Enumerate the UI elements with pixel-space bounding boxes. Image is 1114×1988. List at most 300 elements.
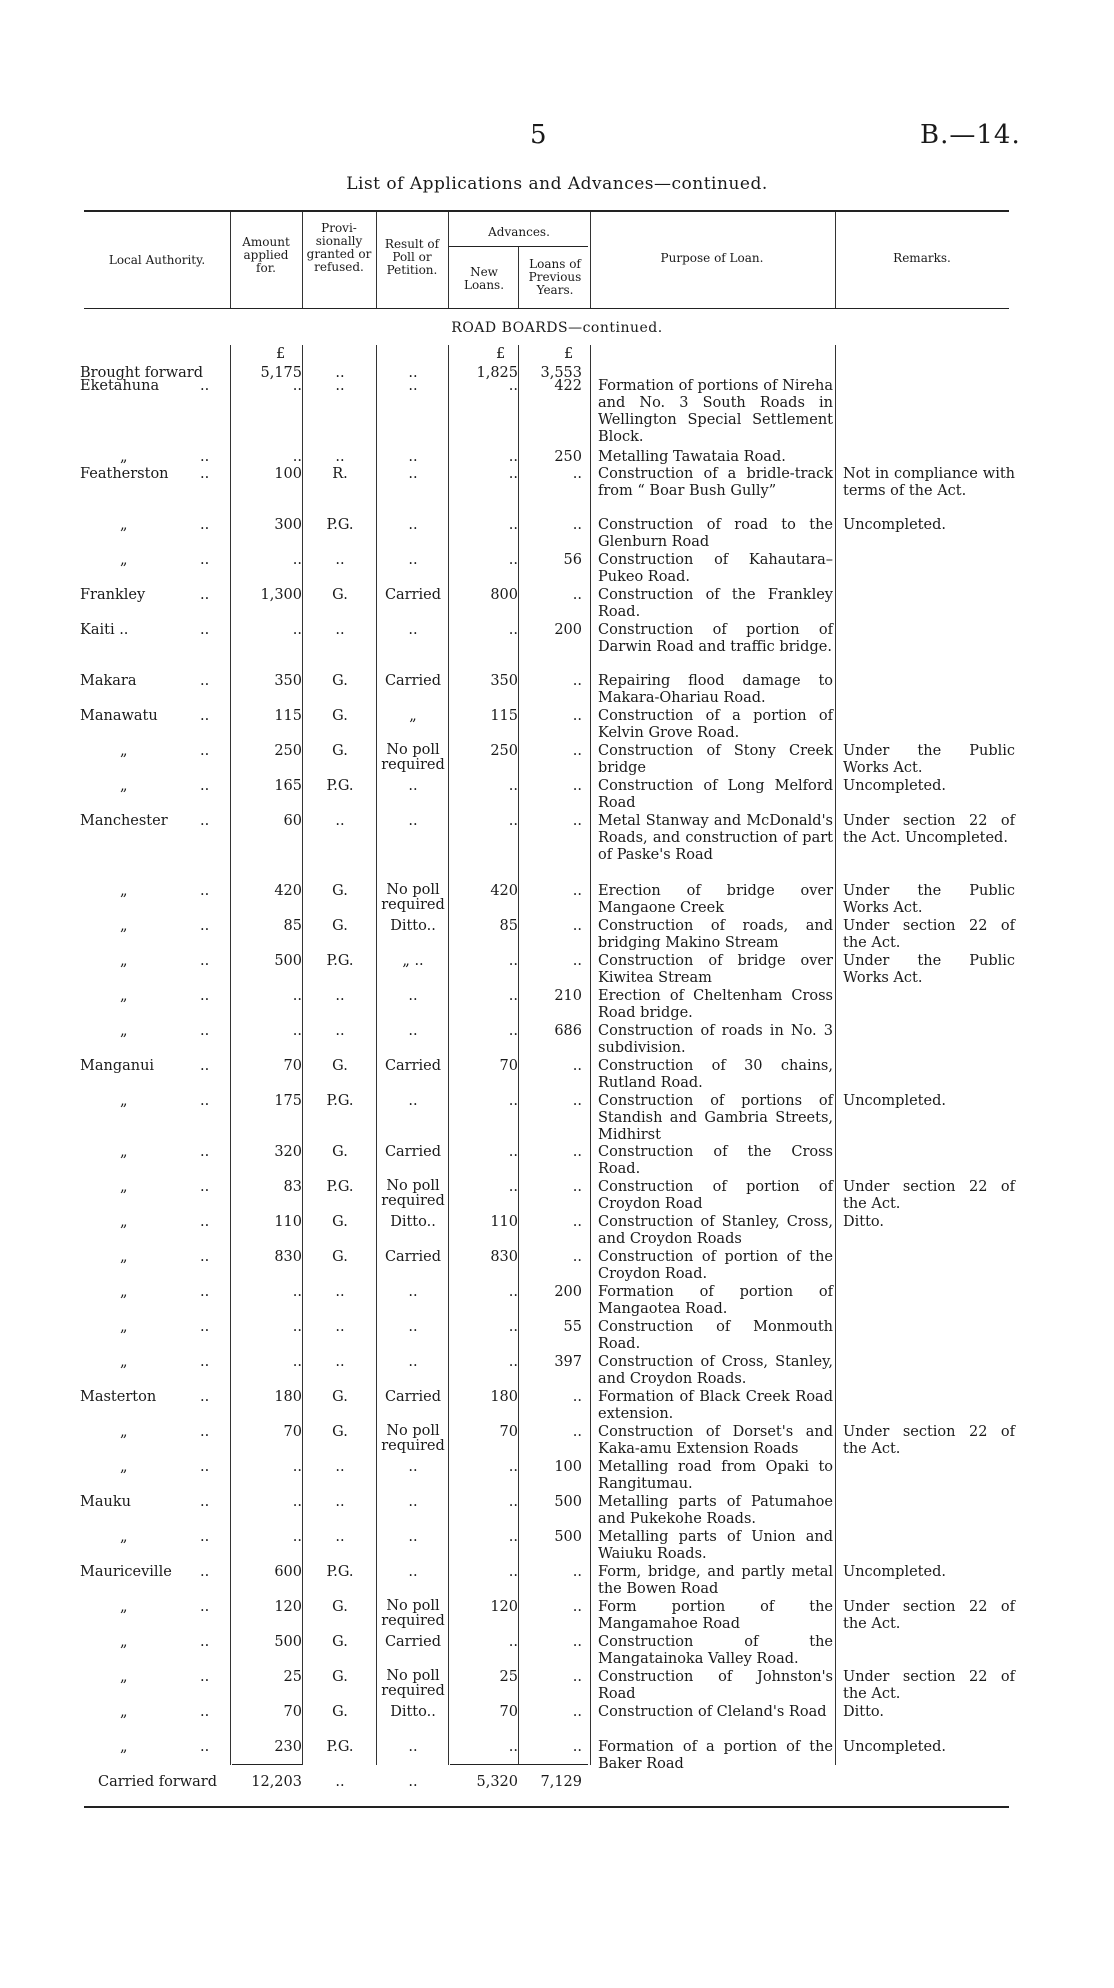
row-leader-dots: .. bbox=[200, 708, 210, 724]
row-new-loans: .. bbox=[508, 953, 518, 969]
row-result: „ bbox=[409, 708, 417, 724]
row-purpose: Metalling Tawataia Road. bbox=[598, 449, 786, 465]
row-amount: 83 bbox=[283, 1179, 302, 1195]
row-result: „ .. bbox=[402, 953, 424, 969]
row-result: No poll required bbox=[381, 1598, 445, 1629]
row-remarks: Under section 22 of the Act. Uncompleted. bbox=[843, 813, 1015, 846]
carried-forward-result: .. bbox=[408, 1774, 418, 1790]
row-purpose: Construction of portion of the Croydon Road. bbox=[598, 1249, 833, 1282]
row-provisional: G. bbox=[332, 1058, 348, 1074]
row-previous-loans: .. bbox=[572, 1179, 582, 1195]
row-purpose: Construction of road to the Glenburn Road bbox=[598, 517, 833, 550]
row-authority: „ bbox=[120, 1179, 128, 1195]
row-previous-loans: 250 bbox=[554, 449, 582, 465]
row-provisional: .. bbox=[335, 622, 345, 638]
row-authority: Featherston bbox=[80, 466, 169, 482]
row-remarks: Under the Public Works Act. bbox=[843, 883, 1015, 916]
row-leader-dots: .. bbox=[200, 1564, 210, 1580]
row-remarks: Uncompleted. bbox=[843, 517, 946, 533]
row-new-loans: .. bbox=[508, 813, 518, 829]
row-provisional: G. bbox=[332, 1599, 348, 1615]
row-provisional: G. bbox=[332, 1669, 348, 1685]
row-previous-loans: 100 bbox=[554, 1459, 582, 1475]
row-provisional: P.G. bbox=[326, 953, 354, 969]
row-authority: „ bbox=[120, 1529, 128, 1545]
row-leader-dots: .. bbox=[200, 1214, 210, 1230]
header-separator bbox=[230, 212, 231, 308]
row-purpose: Construction of Stony Creek bridge bbox=[598, 743, 833, 776]
carried-forward-label: Carried forward bbox=[98, 1774, 218, 1790]
row-leader-dots: .. bbox=[200, 813, 210, 829]
row-new-loans: 85 bbox=[499, 918, 518, 934]
row-result: .. bbox=[408, 1529, 418, 1545]
row-new-loans: 110 bbox=[490, 1214, 518, 1230]
header-separator bbox=[835, 212, 836, 308]
row-result: Ditto.. bbox=[390, 918, 436, 934]
row-leader-dots: .. bbox=[200, 953, 210, 969]
row-purpose: Repairing flood damage to Makara-Ohariau Road. bbox=[598, 673, 833, 706]
row-new-loans: .. bbox=[508, 778, 518, 794]
row-leader-dots: .. bbox=[200, 517, 210, 533]
row-amount: 120 bbox=[274, 1599, 302, 1615]
row-provisional: G. bbox=[332, 708, 348, 724]
row-provisional: P.G. bbox=[326, 517, 354, 533]
row-purpose: Metalling road from Opaki to Rangitumau. bbox=[598, 1459, 833, 1492]
row-leader-dots: .. bbox=[200, 1144, 210, 1160]
row-remarks: Under the Public Works Act. bbox=[843, 953, 1015, 986]
row-purpose: Construction of portions of Standish and Gambria Streets, Midhirst bbox=[598, 1093, 833, 1143]
row-previous-loans: .. bbox=[572, 1599, 582, 1615]
row-previous-loans: .. bbox=[572, 1739, 582, 1755]
row-purpose: Construction of the Mangatainoka Valley Road. bbox=[598, 1634, 833, 1667]
row-leader-dots: .. bbox=[200, 1494, 210, 1510]
row-leader-dots: .. bbox=[200, 1284, 210, 1300]
row-purpose: Erection of Cheltenham Cross Road bridge. bbox=[598, 988, 833, 1021]
row-previous-loans: 500 bbox=[554, 1494, 582, 1510]
page-number: 5 bbox=[530, 120, 547, 150]
row-remarks: Under section 22 of the Act. bbox=[843, 1669, 1015, 1702]
row-leader-dots: .. bbox=[200, 1459, 210, 1475]
row-new-loans: 70 bbox=[499, 1424, 518, 1440]
header-remarks: Remarks. bbox=[893, 251, 951, 265]
row-result: .. bbox=[408, 1354, 418, 1370]
row-new-loans: 180 bbox=[490, 1389, 518, 1405]
row-result: No poll required bbox=[381, 1668, 445, 1699]
row-new-loans: 120 bbox=[490, 1599, 518, 1615]
row-result: .. bbox=[408, 466, 418, 482]
row-purpose: Construction of Stanley, Cross, and Croydon Roads bbox=[598, 1214, 833, 1247]
row-purpose: Construction of a portion of Kelvin Grove Road. bbox=[598, 708, 833, 741]
row-leader-dots: .. bbox=[200, 1704, 210, 1720]
row-previous-loans: .. bbox=[572, 953, 582, 969]
row-remarks: Uncompleted. bbox=[843, 778, 946, 794]
body-separator bbox=[835, 345, 836, 1765]
row-purpose: Construction of roads in No. 3 subdivision. bbox=[598, 1023, 833, 1056]
row-amount: .. bbox=[292, 378, 302, 394]
row-new-loans: .. bbox=[508, 1354, 518, 1370]
row-authority: Eketahuna bbox=[80, 378, 160, 394]
row-amount: 350 bbox=[274, 673, 302, 689]
carried-forward-amount: 12,203 bbox=[251, 1774, 302, 1790]
row-leader-dots: .. bbox=[200, 1093, 210, 1109]
row-authority: „ bbox=[120, 1023, 128, 1039]
row-amount: .. bbox=[292, 449, 302, 465]
row-leader-dots: .. bbox=[200, 778, 210, 794]
row-purpose: Construction of Kahautara–Pukeo Road. bbox=[598, 552, 833, 585]
row-remarks: Uncompleted. bbox=[843, 1093, 946, 1109]
row-authority: „ bbox=[120, 743, 128, 759]
row-purpose: Formation of Black Creek Road extension. bbox=[598, 1389, 833, 1422]
row-authority: Masterton bbox=[80, 1389, 157, 1405]
row-amount: .. bbox=[292, 1284, 302, 1300]
row-purpose: Formation of portions of Nireha and No. 3 South Roads in Wellington Special Settlement Block. bbox=[598, 378, 833, 445]
row-authority: Manawatu bbox=[80, 708, 158, 724]
header-local-authority: Local Authority. bbox=[108, 253, 206, 267]
row-leader-dots: .. bbox=[200, 743, 210, 759]
row-authority: „ bbox=[120, 1459, 128, 1475]
row-new-loans: .. bbox=[508, 517, 518, 533]
row-remarks: Under the Public Works Act. bbox=[843, 743, 1015, 776]
row-provisional: .. bbox=[335, 378, 345, 394]
row-authority: Makara bbox=[80, 673, 137, 689]
row-result: .. bbox=[408, 1093, 418, 1109]
row-purpose: Construction of bridge over Kiwitea Stream bbox=[598, 953, 833, 986]
row-amount: .. bbox=[292, 1529, 302, 1545]
row-amount: 85 bbox=[283, 918, 302, 934]
row-leader-dots: .. bbox=[200, 918, 210, 934]
row-leader-dots: .. bbox=[200, 1058, 210, 1074]
row-previous-loans: 55 bbox=[563, 1319, 582, 1335]
row-leader-dots: .. bbox=[200, 1023, 210, 1039]
row-previous-loans: .. bbox=[572, 1249, 582, 1265]
row-authority: „ bbox=[120, 1599, 128, 1615]
row-remarks: Ditto. bbox=[843, 1214, 885, 1230]
header-separator bbox=[590, 212, 591, 308]
row-new-loans: 1,825 bbox=[476, 365, 518, 381]
row-purpose: Construction of roads, and bridging Makino Stream bbox=[598, 918, 833, 951]
row-authority: Kaiti .. bbox=[80, 622, 129, 638]
row-amount: .. bbox=[292, 1459, 302, 1475]
row-new-loans: .. bbox=[508, 1634, 518, 1650]
row-new-loans: .. bbox=[508, 1093, 518, 1109]
row-provisional: .. bbox=[335, 449, 345, 465]
row-new-loans: .. bbox=[508, 1529, 518, 1545]
row-result: .. bbox=[408, 1494, 418, 1510]
row-amount: 70 bbox=[283, 1424, 302, 1440]
header-provisionally: Provi- sionally granted or refused. bbox=[306, 221, 372, 274]
row-previous-loans: .. bbox=[572, 466, 582, 482]
row-provisional: G. bbox=[332, 1389, 348, 1405]
row-result: .. bbox=[408, 449, 418, 465]
row-leader-dots: .. bbox=[200, 1179, 210, 1195]
row-previous-loans: .. bbox=[572, 1564, 582, 1580]
row-new-loans: 70 bbox=[499, 1704, 518, 1720]
row-authority: „ bbox=[120, 1214, 128, 1230]
row-amount: .. bbox=[292, 1494, 302, 1510]
row-new-loans: .. bbox=[508, 988, 518, 1004]
row-purpose: Construction of Long Melford Road bbox=[598, 778, 833, 811]
row-amount: 420 bbox=[274, 883, 302, 899]
row-new-loans: .. bbox=[508, 466, 518, 482]
row-authority: „ bbox=[120, 1144, 128, 1160]
row-leader-dots: .. bbox=[200, 988, 210, 1004]
row-result: No poll required bbox=[381, 1178, 445, 1209]
row-previous-loans: .. bbox=[572, 1424, 582, 1440]
row-new-loans: .. bbox=[508, 1564, 518, 1580]
row-previous-loans: .. bbox=[572, 1669, 582, 1685]
row-amount: 250 bbox=[274, 743, 302, 759]
row-previous-loans: 397 bbox=[554, 1354, 582, 1370]
row-provisional: G. bbox=[332, 883, 348, 899]
row-provisional: .. bbox=[335, 1529, 345, 1545]
row-previous-loans: .. bbox=[572, 778, 582, 794]
row-leader-dots: .. bbox=[200, 587, 210, 603]
row-remarks: Ditto. bbox=[843, 1704, 885, 1720]
row-authority: „ bbox=[120, 778, 128, 794]
row-amount: .. bbox=[292, 1354, 302, 1370]
row-amount: 830 bbox=[274, 1249, 302, 1265]
row-amount: 25 bbox=[283, 1669, 302, 1685]
row-purpose: Construction of Johnston's Road bbox=[598, 1669, 833, 1702]
row-leader-dots: .. bbox=[200, 1634, 210, 1650]
row-previous-loans: .. bbox=[572, 1093, 582, 1109]
row-result: .. bbox=[408, 365, 418, 381]
row-previous-loans: .. bbox=[572, 1389, 582, 1405]
body-separator bbox=[518, 345, 519, 1765]
row-amount: .. bbox=[292, 552, 302, 568]
row-new-loans: 250 bbox=[490, 743, 518, 759]
row-provisional: .. bbox=[335, 813, 345, 829]
carried-forward-prov: .. bbox=[335, 1774, 345, 1790]
row-leader-dots: .. bbox=[200, 1739, 210, 1755]
row-provisional: .. bbox=[335, 1319, 345, 1335]
header-purpose: Purpose of Loan. bbox=[660, 251, 764, 265]
row-provisional: .. bbox=[335, 552, 345, 568]
row-provisional: .. bbox=[335, 988, 345, 1004]
header-separator bbox=[376, 212, 377, 308]
body-separator bbox=[230, 345, 231, 1765]
row-leader-dots: .. bbox=[200, 552, 210, 568]
row-authority: „ bbox=[120, 1284, 128, 1300]
row-previous-loans: .. bbox=[572, 517, 582, 533]
row-authority: „ bbox=[120, 918, 128, 934]
row-leader-dots: .. bbox=[200, 449, 210, 465]
row-result: Carried bbox=[384, 587, 442, 603]
row-previous-loans: 56 bbox=[563, 552, 582, 568]
row-authority: „ bbox=[120, 988, 128, 1004]
row-purpose: Construction of the Cross Road. bbox=[598, 1144, 833, 1177]
row-purpose: Construction of Cross, Stanley, and Croydon Roads. bbox=[598, 1354, 833, 1387]
row-provisional: P.G. bbox=[326, 778, 354, 794]
row-authority: „ bbox=[120, 449, 128, 465]
row-authority: „ bbox=[120, 552, 128, 568]
row-new-loans: .. bbox=[508, 1023, 518, 1039]
currency-new: £ bbox=[496, 346, 506, 362]
row-result: .. bbox=[408, 1459, 418, 1475]
total-rule bbox=[450, 1764, 588, 1765]
row-previous-loans: 200 bbox=[554, 1284, 582, 1300]
row-leader-dots: .. bbox=[200, 622, 210, 638]
row-authority: „ bbox=[120, 1669, 128, 1685]
row-amount: .. bbox=[292, 622, 302, 638]
row-result: Ditto.. bbox=[390, 1704, 436, 1720]
row-leader-dots: .. bbox=[200, 466, 210, 482]
row-amount: 320 bbox=[274, 1144, 302, 1160]
row-provisional: G. bbox=[332, 1249, 348, 1265]
row-amount: 165 bbox=[274, 778, 302, 794]
row-result: .. bbox=[408, 552, 418, 568]
row-result: No poll required bbox=[381, 882, 445, 913]
row-amount: 230 bbox=[274, 1739, 302, 1755]
row-authority: Brought forward bbox=[80, 365, 204, 381]
row-previous-loans: .. bbox=[572, 1704, 582, 1720]
row-purpose: Construction of the Frankley Road. bbox=[598, 587, 833, 620]
row-provisional: .. bbox=[335, 1459, 345, 1475]
row-result: .. bbox=[408, 813, 418, 829]
row-provisional: G. bbox=[332, 673, 348, 689]
header-separator bbox=[302, 212, 303, 308]
row-amount: 500 bbox=[274, 953, 302, 969]
row-provisional: P.G. bbox=[326, 1564, 354, 1580]
row-authority: „ bbox=[120, 1739, 128, 1755]
row-previous-loans: .. bbox=[572, 1634, 582, 1650]
row-leader-dots: .. bbox=[200, 673, 210, 689]
row-authority: Mauriceville bbox=[80, 1564, 172, 1580]
row-result: .. bbox=[408, 1739, 418, 1755]
row-provisional: G. bbox=[332, 1634, 348, 1650]
row-result: .. bbox=[408, 622, 418, 638]
row-provisional: P.G. bbox=[326, 1179, 354, 1195]
row-purpose: Metalling parts of Patumahoe and Pukekohe Roads. bbox=[598, 1494, 833, 1527]
row-amount: .. bbox=[292, 1023, 302, 1039]
header-amount-applied: Amount applied for. bbox=[242, 235, 290, 275]
row-new-loans: .. bbox=[508, 1319, 518, 1335]
row-leader-dots: .. bbox=[200, 1249, 210, 1265]
footer-rule bbox=[84, 1806, 1009, 1808]
row-authority: „ bbox=[120, 1093, 128, 1109]
row-provisional: R. bbox=[332, 466, 348, 482]
row-leader-dots: .. bbox=[200, 378, 210, 394]
row-provisional: .. bbox=[335, 1284, 345, 1300]
carried-forward-prev: 7,129 bbox=[540, 1774, 582, 1790]
row-provisional: G. bbox=[332, 587, 348, 603]
row-remarks: Under section 22 of the Act. bbox=[843, 1179, 1015, 1212]
row-new-loans: 115 bbox=[490, 708, 518, 724]
row-result: .. bbox=[408, 1023, 418, 1039]
row-result: .. bbox=[408, 1564, 418, 1580]
row-previous-loans: .. bbox=[572, 813, 582, 829]
row-previous-loans: 500 bbox=[554, 1529, 582, 1545]
row-amount: 1,300 bbox=[260, 587, 302, 603]
row-result: Carried bbox=[384, 1389, 442, 1405]
row-provisional: G. bbox=[332, 1144, 348, 1160]
row-new-loans: 830 bbox=[490, 1249, 518, 1265]
row-amount: 175 bbox=[274, 1093, 302, 1109]
row-authority: „ bbox=[120, 883, 128, 899]
row-provisional: P.G. bbox=[326, 1739, 354, 1755]
row-new-loans: .. bbox=[508, 1144, 518, 1160]
row-result: No poll required bbox=[381, 1423, 445, 1454]
row-provisional: .. bbox=[335, 1494, 345, 1510]
row-authority: „ bbox=[120, 1634, 128, 1650]
row-result: .. bbox=[408, 988, 418, 1004]
header-previous-loans: Loans of Previous Years. bbox=[528, 257, 582, 297]
header-bottom-rule bbox=[84, 308, 1009, 309]
currency-amount: £ bbox=[276, 346, 286, 362]
row-previous-loans: .. bbox=[572, 708, 582, 724]
row-previous-loans: .. bbox=[572, 918, 582, 934]
row-provisional: .. bbox=[335, 365, 345, 381]
row-new-loans: .. bbox=[508, 1284, 518, 1300]
header-result: Result of Poll or Petition. bbox=[384, 237, 440, 277]
row-remarks: Under section 22 of the Act. bbox=[843, 1599, 1015, 1632]
row-purpose: Construction of Cleland's Road bbox=[598, 1704, 827, 1720]
row-purpose: Construction of portion of Darwin Road and traffic bridge. bbox=[598, 622, 833, 655]
row-purpose: Metalling parts of Union and Waiuku Roads. bbox=[598, 1529, 833, 1562]
row-amount: 500 bbox=[274, 1634, 302, 1650]
row-purpose: Form portion of the Mangamahoe Road bbox=[598, 1599, 833, 1632]
row-remarks: Under section 22 of the Act. bbox=[843, 918, 1015, 951]
row-previous-loans: .. bbox=[572, 883, 582, 899]
row-amount: .. bbox=[292, 988, 302, 1004]
row-authority: Mauku bbox=[80, 1494, 131, 1510]
row-amount: 300 bbox=[274, 517, 302, 533]
total-rule bbox=[232, 1764, 302, 1765]
row-leader-dots: .. bbox=[200, 1529, 210, 1545]
header-top-rule bbox=[84, 210, 1009, 212]
row-new-loans: .. bbox=[508, 1494, 518, 1510]
row-result: .. bbox=[408, 778, 418, 794]
row-result: Carried bbox=[384, 1144, 442, 1160]
row-remarks: Under section 22 of the Act. bbox=[843, 1424, 1015, 1457]
row-new-loans: .. bbox=[508, 552, 518, 568]
row-previous-loans: .. bbox=[572, 587, 582, 603]
row-remarks: Uncompleted. bbox=[843, 1739, 946, 1755]
row-provisional: G. bbox=[332, 1424, 348, 1440]
row-purpose: Formation of portion of Mangaotea Road. bbox=[598, 1284, 833, 1317]
row-amount: 100 bbox=[274, 466, 302, 482]
row-authority: „ bbox=[120, 1424, 128, 1440]
carried-forward-new: 5,320 bbox=[476, 1774, 518, 1790]
row-previous-loans: .. bbox=[572, 1214, 582, 1230]
row-new-loans: .. bbox=[508, 378, 518, 394]
row-authority: „ bbox=[120, 1319, 128, 1335]
currency-prev: £ bbox=[564, 346, 574, 362]
header-separator bbox=[518, 247, 519, 308]
row-purpose: Form, bridge, and partly metal the Bowen Road bbox=[598, 1564, 833, 1597]
row-amount: 115 bbox=[274, 708, 302, 724]
header-new-loans: New Loans. bbox=[463, 265, 505, 292]
body-separator bbox=[376, 345, 377, 1765]
row-result: .. bbox=[408, 517, 418, 533]
row-amount: 600 bbox=[274, 1564, 302, 1580]
row-amount: 70 bbox=[283, 1704, 302, 1720]
row-new-loans: 350 bbox=[490, 673, 518, 689]
section-title: ROAD BOARDS—continued. bbox=[451, 320, 663, 336]
row-result: .. bbox=[408, 1284, 418, 1300]
row-provisional: P.G. bbox=[326, 1093, 354, 1109]
row-purpose: Erection of bridge over Mangaone Creek bbox=[598, 883, 833, 916]
row-result: Carried bbox=[384, 1058, 442, 1074]
row-purpose: Construction of Monmouth Road. bbox=[598, 1319, 833, 1352]
row-remarks: Not in compliance with terms of the Act. bbox=[843, 466, 1015, 499]
row-leader-dots: .. bbox=[200, 1599, 210, 1615]
row-new-loans: .. bbox=[508, 1179, 518, 1195]
row-amount: 60 bbox=[283, 813, 302, 829]
body-separator bbox=[448, 345, 449, 1765]
header-advances: Advances. bbox=[488, 225, 550, 239]
row-leader-dots: .. bbox=[200, 1354, 210, 1370]
